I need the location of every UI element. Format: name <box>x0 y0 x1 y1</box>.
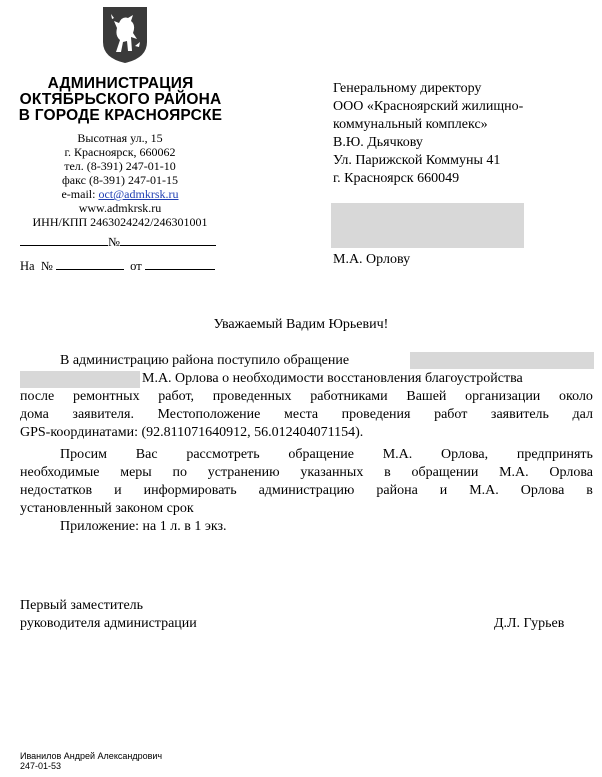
word: обращении <box>411 465 479 480</box>
word: меры <box>120 465 152 480</box>
executor-info <box>20 751 162 771</box>
word: района <box>376 483 418 498</box>
greeting: Уважаемый Вадим Юрьевич! <box>213 317 389 332</box>
text-line: установленный законом срок <box>20 501 194 516</box>
recipient-line: В.Ю. Дьячкову <box>333 135 423 150</box>
word: рассмотреть <box>186 447 260 462</box>
word: администрацию <box>258 483 355 498</box>
word: около <box>559 389 593 404</box>
signature-position <box>20 597 197 633</box>
outgoing-number-line <box>20 234 216 250</box>
word: работ <box>434 407 468 422</box>
position-line: руководителя администрации <box>20 616 197 631</box>
word: М.А. <box>499 465 529 480</box>
redacted-address <box>20 371 140 388</box>
email-label: e-mail: <box>61 187 96 201</box>
recipient-line: г. Красноярск 660049 <box>333 171 460 186</box>
administration-title-line: В ГОРОДЕ КРАСНОЯРСКЕ <box>18 107 223 124</box>
website-line: www.admkrsk.ru <box>78 201 162 215</box>
position-line: Первый заместитель <box>20 598 144 613</box>
word: указанных <box>300 465 364 480</box>
paragraph-2 <box>20 446 593 536</box>
recipient-line: ООО «Красноярский жилищно- <box>333 99 524 114</box>
word: М.А. <box>382 447 413 462</box>
coat-of-arms-emblem <box>102 6 148 64</box>
word: места <box>283 407 319 422</box>
signatory-name: Д.Л. Гурьев <box>494 616 565 631</box>
reference-line <box>20 258 215 274</box>
word: заявитель <box>490 407 549 422</box>
word: дал <box>572 407 593 422</box>
word: заявителя. <box>72 407 134 422</box>
recipient-line: коммунальный комплекс» <box>333 117 488 132</box>
from-label: от <box>130 259 142 273</box>
word: Орлова, <box>441 447 489 462</box>
word: информировать <box>143 483 237 498</box>
email-link[interactable]: oct@admkrsk.ru <box>98 187 179 201</box>
word: проведенных <box>212 389 292 404</box>
word: организации <box>465 389 541 404</box>
inn-line: ИНН/КПП 2463024242/246301001 <box>32 215 208 229</box>
executor-phone: 247-01-53 <box>20 761 62 771</box>
word: дома <box>20 407 49 422</box>
text-span: М.А. Орлова о необходимости восстановления благоустройства <box>142 371 523 386</box>
executor-name: Иванилов Андрей Александрович <box>20 751 163 761</box>
word: устранению <box>207 465 280 480</box>
word: Орлова <box>549 465 593 480</box>
word: Просим <box>60 447 108 462</box>
copy-recipient: М.А. Орлову <box>333 252 411 267</box>
recipient-line: Генеральному директору <box>333 81 482 96</box>
administration-title <box>18 76 223 124</box>
word: необходимые <box>20 465 100 480</box>
word: работ, <box>158 389 195 404</box>
word: недостатков <box>20 483 93 498</box>
word: Орлова <box>520 483 565 498</box>
number-blank <box>20 234 108 246</box>
redacted-block <box>331 203 524 248</box>
administration-title-line: ОКТЯБРЬСКОГО РАЙОНА <box>19 91 222 108</box>
date-blank <box>120 234 216 246</box>
fax-line: факс (8-391) 247-01-15 <box>62 173 178 187</box>
ref-number-blank <box>56 258 124 270</box>
word: Вашей <box>406 389 447 404</box>
word: проведения <box>341 407 411 422</box>
word: работниками <box>310 389 388 404</box>
word: Вас <box>135 447 158 462</box>
word: обращение <box>288 447 354 462</box>
word: после <box>20 389 55 404</box>
administration-title-line: АДМИНИСТРАЦИЯ <box>47 75 194 92</box>
text-line <box>20 406 593 424</box>
address-line: г. Красноярск, 660062 <box>64 145 176 159</box>
word: ремонтных <box>72 389 140 404</box>
recipient-line: Ул. Парижской Коммуны 41 <box>333 153 501 168</box>
text-line <box>20 482 593 500</box>
ref-date-blank <box>145 258 215 270</box>
word: в <box>384 465 391 480</box>
text-span: В администрацию района поступило обращение <box>60 353 350 368</box>
number-sign: № <box>108 235 120 249</box>
word: в <box>586 483 593 498</box>
on-number-label: На № <box>20 259 53 273</box>
text-line <box>20 388 593 406</box>
address-line: Высотная ул., 15 <box>77 131 163 145</box>
word: и <box>439 483 448 498</box>
word: и <box>114 483 122 498</box>
word: предпринять <box>516 447 593 462</box>
word: по <box>172 465 187 480</box>
sender-address <box>20 131 220 229</box>
redacted-name <box>410 352 594 369</box>
text-line: GPS-координатами: (92.811071640912, 56.012404071154). <box>20 425 364 440</box>
text-line <box>20 464 593 482</box>
attachment-line: Приложение: на 1 л. в 1 экз. <box>60 519 227 534</box>
word: Местоположение <box>157 407 261 422</box>
recipient-block <box>333 80 593 188</box>
word: М.А. <box>469 483 499 498</box>
phone-line: тел. (8-391) 247-01-10 <box>64 159 176 173</box>
email-line <box>20 187 220 201</box>
text-line <box>20 446 593 464</box>
